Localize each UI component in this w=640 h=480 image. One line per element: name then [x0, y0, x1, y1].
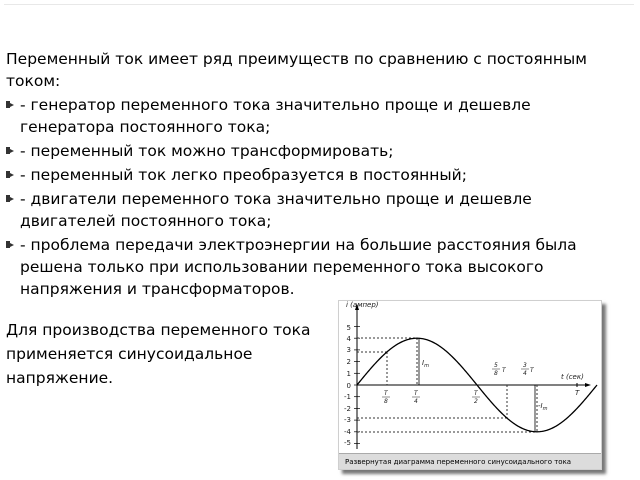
y-tick-label: -1 — [344, 393, 351, 401]
bullet-arrow-icon — [6, 147, 13, 154]
svg-text:T: T — [530, 367, 534, 374]
bullet-arrow-icon — [6, 195, 13, 202]
list-item: - проблема передачи электроэнергии на большие расстояния была решена только при использовании переменного тока высокого напряжения и трансформаторов. — [6, 234, 606, 300]
list-item: - генератор переменного тока значительно проще и дешевле генератора постоянного тока; — [6, 94, 606, 138]
svg-text:T: T — [474, 390, 478, 397]
y-tick-label: -4 — [344, 428, 351, 436]
bullet-arrow-icon — [6, 241, 13, 248]
svg-text:8: 8 — [494, 370, 498, 377]
list-item: - переменный ток можно трансформировать; — [6, 140, 606, 162]
slide-body — [6, 48, 606, 300]
y-tick-label: 0 — [346, 382, 351, 390]
production-text: Для производства переменного тока применяется синусоидальное напряжение. — [6, 321, 311, 387]
y-tick-label: 5 — [346, 324, 351, 332]
svg-text:T: T — [384, 390, 388, 397]
sine-diagram — [338, 300, 602, 470]
fraction-label — [382, 390, 390, 405]
bullet-arrow-icon — [6, 101, 13, 108]
diagram-caption: Развернутая диаграмма переменного синусоидального тока — [339, 453, 601, 469]
svg-text:4: 4 — [523, 370, 527, 377]
svg-text:T: T — [502, 367, 506, 374]
top-divider — [4, 4, 634, 5]
y-tick-label: -2 — [344, 405, 351, 413]
bullet-arrow-icon — [6, 171, 13, 178]
fraction-label — [412, 390, 420, 405]
period-label: T — [575, 389, 580, 397]
list-item: - двигатели переменного тока значительно проще и дешевле двигателей постоянного тока; — [6, 188, 606, 232]
svg-text:8: 8 — [384, 398, 388, 405]
intro-text: Переменный ток имеет ряд преимуществ по сравнению с постоянным током: — [6, 50, 587, 90]
y-tick-label: 2 — [346, 358, 351, 366]
amplitude-pos-label: $I_m$ — [422, 359, 429, 369]
svg-text:2: 2 — [474, 398, 478, 405]
svg-text:T: T — [414, 390, 418, 397]
list-item: - переменный ток легко преобразуется в постоянный; — [6, 164, 606, 186]
y-tick-label: -3 — [344, 416, 351, 424]
y-tick-label: 3 — [346, 346, 351, 354]
svg-text:3: 3 — [523, 362, 527, 369]
svg-text:4: 4 — [414, 398, 418, 405]
y-tick-label: 1 — [346, 370, 351, 378]
y-tick-label: 4 — [346, 335, 351, 343]
fraction-label — [521, 362, 535, 377]
sine-diagram-svg — [339, 301, 601, 453]
fraction-label — [492, 362, 507, 377]
amplitude-neg-label: $-I_m$ — [538, 402, 548, 412]
y-tick-label: -5 — [344, 439, 351, 447]
y-axis-label: i (ампер) — [346, 301, 379, 309]
advantages-list — [6, 94, 606, 300]
svg-text:5: 5 — [494, 362, 498, 369]
y-ticks — [344, 324, 352, 447]
x-axis-arrow-icon — [585, 383, 591, 387]
fraction-label — [472, 390, 480, 405]
x-axis-label: t (сек) — [561, 373, 584, 381]
